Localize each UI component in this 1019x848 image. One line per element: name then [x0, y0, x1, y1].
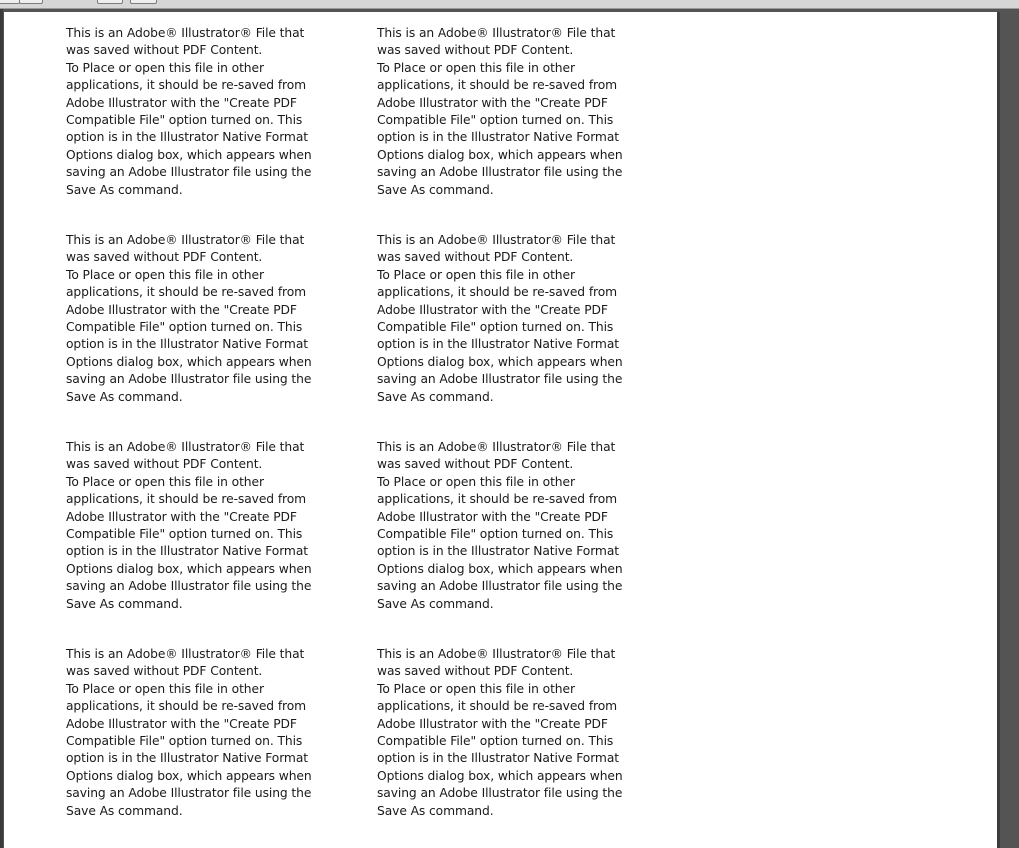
notice-line-2: To Place or open this file in other applications, it should be re-saved from Adobe Illustrator with the "Create PDF Compatible File" option turned on. This option is in the Illustrator Native Format Options dialog box, which appears when saving an Adobe Illustrator file using the Save As command.: [377, 474, 623, 611]
notice-block: [377, 646, 639, 820]
notice-line-2: To Place or open this file in other applications, it should be re-saved from Adobe Illustrator with the "Create PDF Compatible File" option turned on. This option is in the Illustrator Native Format Options dialog box, which appears when saving an Adobe Illustrator file using the Save As command.: [377, 60, 623, 197]
notice-line-2: To Place or open this file in other applications, it should be re-saved from Adobe Illustrator with the "Create PDF Compatible File" option turned on. This option is in the Illustrator Native Format Options dialog box, which appears when saving an Adobe Illustrator file using the Save As command.: [66, 60, 312, 197]
viewer-edge: [0, 9, 3, 848]
notice-line-1: This is an Adobe® Illustrator® File that was saved without PDF Content.: [377, 233, 616, 265]
notice-line-1: This is an Adobe® Illustrator® File that was saved without PDF Content.: [66, 647, 305, 679]
notice-block: [66, 232, 328, 406]
notice-block: [377, 232, 639, 406]
toolbar-button[interactable]: [0, 0, 20, 4]
document-page: [4, 12, 997, 848]
toolbar-button[interactable]: [130, 0, 157, 4]
notice-line-2: To Place or open this file in other applications, it should be re-saved from Adobe Illustrator with the "Create PDF Compatible File" option turned on. This option is in the Illustrator Native Format Options dialog box, which appears when saving an Adobe Illustrator file using the Save As command.: [66, 681, 312, 818]
notice-block: [377, 25, 639, 199]
notice-line-2: To Place or open this file in other applications, it should be re-saved from Adobe Illustrator with the "Create PDF Compatible File" option turned on. This option is in the Illustrator Native Format Options dialog box, which appears when saving an Adobe Illustrator file using the Save As command.: [377, 681, 623, 818]
notice-line-1: This is an Adobe® Illustrator® File that was saved without PDF Content.: [377, 440, 616, 472]
notice-line-1: This is an Adobe® Illustrator® File that was saved without PDF Content.: [66, 233, 305, 265]
notice-line-2: To Place or open this file in other applications, it should be re-saved from Adobe Illustrator with the "Create PDF Compatible File" option turned on. This option is in the Illustrator Native Format Options dialog box, which appears when saving an Adobe Illustrator file using the Save As command.: [377, 267, 623, 404]
toolbar-button[interactable]: [97, 0, 123, 4]
page-shadow: [997, 12, 1000, 848]
notice-line-1: This is an Adobe® Illustrator® File that was saved without PDF Content.: [377, 647, 616, 679]
notice-block: [66, 439, 328, 613]
notice-line-2: To Place or open this file in other applications, it should be re-saved from Adobe Illustrator with the "Create PDF Compatible File" option turned on. This option is in the Illustrator Native Format Options dialog box, which appears when saving an Adobe Illustrator file using the Save As command.: [66, 474, 312, 611]
notice-line-1: This is an Adobe® Illustrator® File that was saved without PDF Content.: [66, 440, 305, 472]
notice-line-1: This is an Adobe® Illustrator® File that was saved without PDF Content.: [66, 26, 305, 58]
toolbar-button[interactable]: [19, 0, 43, 4]
notice-block: [66, 25, 328, 199]
notice-block: [377, 439, 639, 613]
notice-line-1: This is an Adobe® Illustrator® File that was saved without PDF Content.: [377, 26, 616, 58]
notice-line-2: To Place or open this file in other applications, it should be re-saved from Adobe Illustrator with the "Create PDF Compatible File" option turned on. This option is in the Illustrator Native Format Options dialog box, which appears when saving an Adobe Illustrator file using the Save As command.: [66, 267, 312, 404]
toolbar: [0, 0, 1019, 9]
notice-block: [66, 646, 328, 820]
